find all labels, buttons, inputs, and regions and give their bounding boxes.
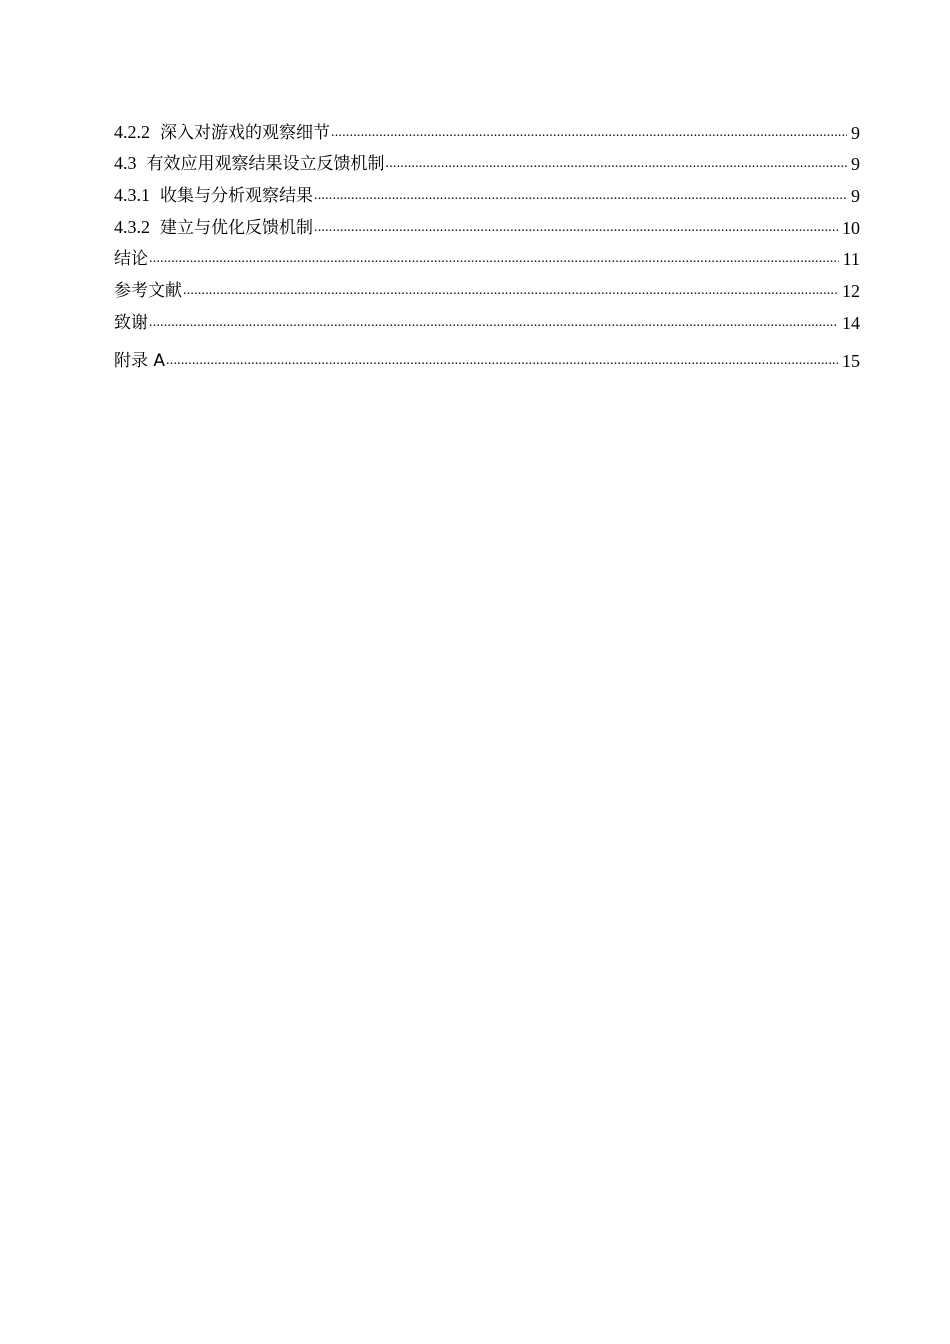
toc-entry-label xyxy=(114,349,165,372)
toc-entry-conclusion[interactable] xyxy=(114,239,860,271)
toc-dot-leader xyxy=(149,312,838,334)
toc-entry-references[interactable] xyxy=(114,270,860,302)
toc-dot-leader xyxy=(331,122,847,144)
toc-entry-page: 9 xyxy=(851,186,860,207)
toc-entry-number: 4.3.2 xyxy=(114,216,150,237)
toc-entry-title: 附录 A xyxy=(114,350,166,371)
toc-entry-title: 致谢 xyxy=(114,312,148,333)
toc-entry-title: 建立与优化反馈机制 xyxy=(160,217,313,238)
toc-entry-page: 14 xyxy=(842,312,860,333)
toc-dot-leader xyxy=(314,185,847,207)
toc-entry-label xyxy=(114,311,148,334)
toc-entry-page: 9 xyxy=(851,122,860,143)
toc-entry-number: 4.2.2 xyxy=(114,121,150,142)
toc-entry-label xyxy=(114,184,313,207)
toc-entry-page: 10 xyxy=(842,217,860,238)
toc-dot-leader xyxy=(314,217,838,239)
toc-entry-number: 4.3 xyxy=(114,153,137,174)
toc-dot-leader xyxy=(183,280,838,302)
toc-entry-title: 有效应用观察结果设立反馈机制 xyxy=(146,154,385,175)
toc-entry-4-3[interactable] xyxy=(114,144,860,176)
toc-entry-4-3-1[interactable] xyxy=(114,175,860,207)
toc-dot-leader xyxy=(149,248,839,270)
toc-entry-label xyxy=(114,152,385,175)
toc-entry-label xyxy=(114,279,182,302)
toc-entry-4-2-2[interactable] xyxy=(114,112,860,144)
toc-entry-page: 11 xyxy=(842,249,860,270)
toc-entry-page: 12 xyxy=(842,281,860,302)
toc-dot-leader xyxy=(166,350,838,372)
toc-entry-number: 4.3.1 xyxy=(114,185,150,206)
toc-entry-label xyxy=(114,216,313,239)
toc-entry-4-3-2[interactable] xyxy=(114,207,860,239)
toc-entry-page: 9 xyxy=(851,154,860,175)
toc-dot-leader xyxy=(386,153,848,175)
toc-entry-title: 收集与分析观察结果 xyxy=(160,186,313,207)
table-of-contents xyxy=(114,112,860,372)
toc-entry-title: 结论 xyxy=(114,249,148,270)
toc-entry-label xyxy=(114,121,330,144)
toc-entry-page: 15 xyxy=(842,350,860,371)
toc-entry-title: 参考文献 xyxy=(114,281,182,302)
toc-entry-acknowledgements[interactable] xyxy=(114,302,860,334)
toc-entry-appendix-a[interactable] xyxy=(114,334,860,372)
toc-entry-label xyxy=(114,247,148,270)
toc-entry-title: 深入对游戏的观察细节 xyxy=(160,122,330,143)
